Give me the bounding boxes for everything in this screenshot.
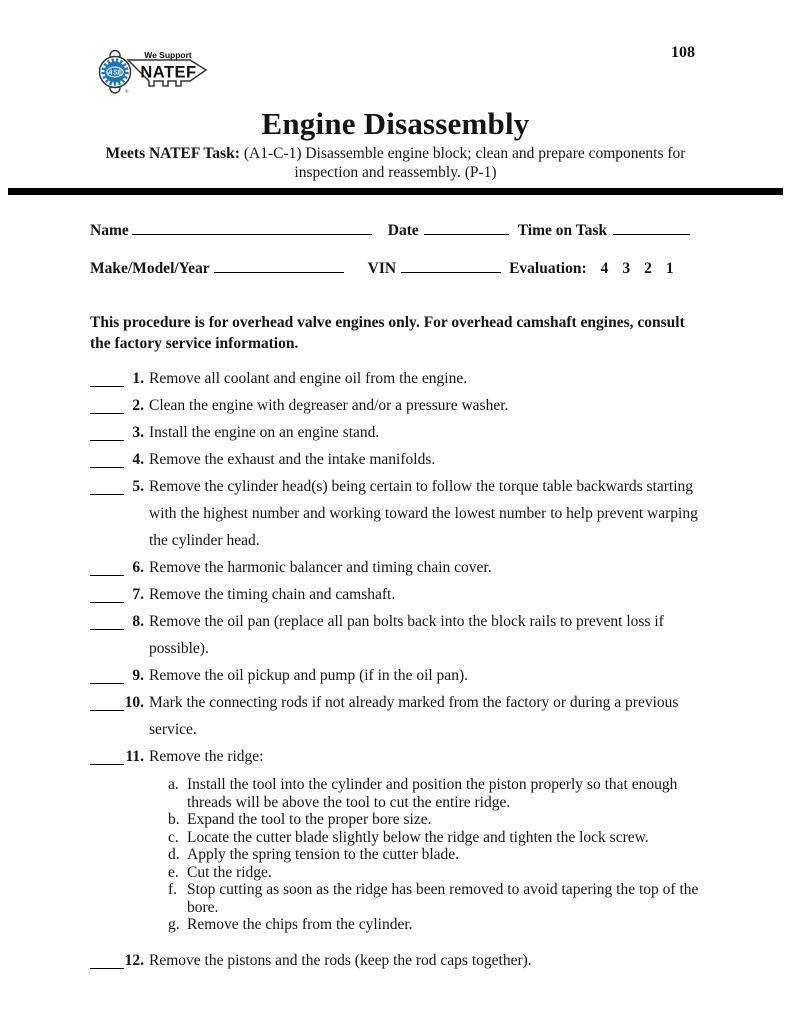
substep-text: Apply the spring tension to the cutter blade. bbox=[187, 846, 460, 863]
step-row-11 bbox=[90, 743, 703, 934]
step-row-7 bbox=[90, 581, 703, 608]
step-row-9 bbox=[90, 662, 703, 689]
step-number: 4. bbox=[132, 451, 144, 468]
task-line-1 bbox=[0, 144, 791, 163]
step-text: Remove the oil pan (replace all pan bolts back into the block rails to prevent loss if possible). bbox=[149, 613, 664, 657]
form-row-name bbox=[90, 218, 791, 240]
page-number: 108 bbox=[671, 44, 695, 61]
step-blank-line[interactable] bbox=[90, 575, 124, 576]
substep-text: Install the tool into the cylinder and position the piston properly so that enough threads will be above the tool to cut the entire ridge. bbox=[187, 776, 678, 811]
form-row-vehicle bbox=[90, 256, 791, 278]
step-number: 3. bbox=[132, 424, 144, 441]
step-number: 10. bbox=[124, 694, 144, 711]
step-row-12 bbox=[90, 947, 703, 974]
date-label: Date bbox=[387, 222, 419, 239]
evaluation-label: Evaluation: bbox=[509, 260, 587, 277]
step-text: Remove the cylinder head(s) being certain to follow the torque table backwards starting with the highest number and working toward the lowest number to help prevent warping the cylinder head. bbox=[149, 478, 698, 549]
step-text: Install the engine on an engine stand. bbox=[149, 424, 380, 441]
step-text: Remove the pistons and the rods (keep the rod caps together). bbox=[149, 951, 532, 969]
substep-letter: b. bbox=[168, 811, 180, 828]
substep-row-f bbox=[168, 881, 703, 916]
step-number: 5. bbox=[132, 478, 144, 495]
substep-row-g bbox=[168, 916, 703, 934]
evaluation-option-2[interactable]: 2 bbox=[644, 260, 652, 277]
we-support-label: We Support bbox=[144, 50, 192, 60]
step-text: Remove the harmonic balancer and timing chain cover. bbox=[149, 559, 492, 576]
step-blank-line[interactable] bbox=[90, 467, 124, 468]
substep-letter: f. bbox=[168, 881, 178, 898]
step-blank-line[interactable] bbox=[90, 413, 124, 414]
step-text: Remove the ridge: bbox=[149, 748, 264, 765]
step-number: 11. bbox=[125, 748, 144, 765]
substep-text: Remove the chips from the cylinder. bbox=[187, 916, 413, 933]
substep-row-a bbox=[168, 776, 703, 811]
step-blank-line[interactable] bbox=[90, 710, 124, 711]
substep-row-d bbox=[168, 846, 703, 864]
step-row-6 bbox=[90, 554, 703, 581]
step-blank-line[interactable] bbox=[90, 494, 124, 495]
substep-row-e bbox=[168, 864, 703, 882]
task-line-2: inspection and reassembly. (P-1) bbox=[294, 164, 497, 181]
step-blank-line[interactable] bbox=[90, 386, 124, 387]
step-text: Remove the exhaust and the intake manifolds. bbox=[149, 451, 436, 468]
step-number: 8. bbox=[132, 613, 144, 630]
step-blank-line[interactable] bbox=[90, 629, 124, 630]
step-row-8 bbox=[90, 608, 703, 662]
task-text-1: (A1-C-1) Disassemble engine block; clean and prepare components for bbox=[243, 145, 686, 162]
step-blank-line[interactable] bbox=[90, 602, 124, 603]
date-blank[interactable] bbox=[424, 218, 509, 235]
procedure-note-line-2: the factory service information. bbox=[90, 335, 299, 352]
step-text: Remove the oil pickup and pump (if in the oil pan). bbox=[149, 667, 468, 684]
substep-row-c bbox=[168, 829, 703, 847]
natef-key-logo-icon bbox=[94, 48, 216, 110]
step-row-2 bbox=[90, 392, 703, 419]
natef-label: NATEF bbox=[140, 63, 197, 82]
step-row-3 bbox=[90, 419, 703, 446]
substep-text: Stop cutting as soon as the ridge has been removed to avoid tapering the top of the bore. bbox=[187, 881, 699, 916]
procedure-note bbox=[90, 312, 703, 354]
evaluation-option-3[interactable]: 3 bbox=[622, 260, 631, 277]
name-label: Name bbox=[90, 222, 129, 239]
ase-label: ASE bbox=[107, 69, 123, 77]
step-text: Clean the engine with degreaser and/or a pressure washer. bbox=[149, 397, 509, 414]
step-row-10 bbox=[90, 689, 703, 743]
substep-row-b bbox=[168, 811, 703, 829]
content bbox=[0, 195, 791, 974]
substep-letter: c. bbox=[168, 828, 179, 846]
page-title: Engine Disassembly bbox=[261, 106, 530, 141]
natef-task-block bbox=[0, 144, 791, 182]
step-text: Mark the connecting rods if not already marked from the factory or during a previous service. bbox=[149, 694, 679, 738]
step-number: 1. bbox=[132, 370, 144, 387]
procedure-note-line-1: This procedure is for overhead valve engines only. For overhead camshaft engines, consult bbox=[90, 314, 685, 331]
vin-label: VIN bbox=[367, 260, 397, 277]
vin-blank[interactable] bbox=[401, 256, 501, 273]
substeps-list bbox=[168, 776, 703, 934]
step-text: Remove all coolant and engine oil from the engine. bbox=[149, 370, 468, 387]
registered-mark: ® bbox=[125, 89, 129, 94]
substep-letter: e. bbox=[168, 863, 179, 881]
make-model-year-label: Make/Model/Year bbox=[90, 260, 210, 277]
step-row-1 bbox=[90, 365, 703, 392]
step-number: 6. bbox=[132, 559, 144, 576]
step-blank-line[interactable] bbox=[90, 440, 124, 441]
step-number: 12. bbox=[124, 951, 144, 969]
step-blank-line[interactable] bbox=[90, 764, 124, 765]
step-number: 9. bbox=[132, 667, 144, 684]
name-blank[interactable] bbox=[132, 218, 372, 235]
step-text: Remove the timing chain and camshaft. bbox=[149, 586, 396, 603]
task-label: Meets NATEF Task: bbox=[105, 145, 240, 162]
evaluation-option-4[interactable]: 4 bbox=[600, 260, 609, 277]
substep-text: Cut the ridge. bbox=[187, 863, 272, 881]
step-row-5 bbox=[90, 473, 703, 554]
time-on-task-blank[interactable] bbox=[613, 218, 690, 235]
step-row-4 bbox=[90, 446, 703, 473]
substep-letter: d. bbox=[168, 846, 180, 863]
substep-text: Expand the tool to the proper bore size. bbox=[187, 811, 432, 828]
step-blank-line[interactable] bbox=[90, 683, 124, 684]
steps-list bbox=[90, 365, 703, 974]
divider-rule bbox=[8, 188, 783, 195]
substep-text: Locate the cutter blade slightly below the ridge and tighten the lock screw. bbox=[187, 828, 649, 846]
evaluation-option-1[interactable]: 1 bbox=[665, 260, 674, 277]
substep-letter: a. bbox=[168, 776, 179, 793]
make-model-year-blank[interactable] bbox=[214, 256, 344, 273]
time-on-task-label: Time on Task bbox=[517, 222, 608, 239]
step-number: 2. bbox=[132, 397, 144, 414]
step-number: 7. bbox=[132, 586, 144, 603]
step-blank-line[interactable] bbox=[90, 968, 124, 969]
substep-letter: g. bbox=[168, 916, 180, 933]
